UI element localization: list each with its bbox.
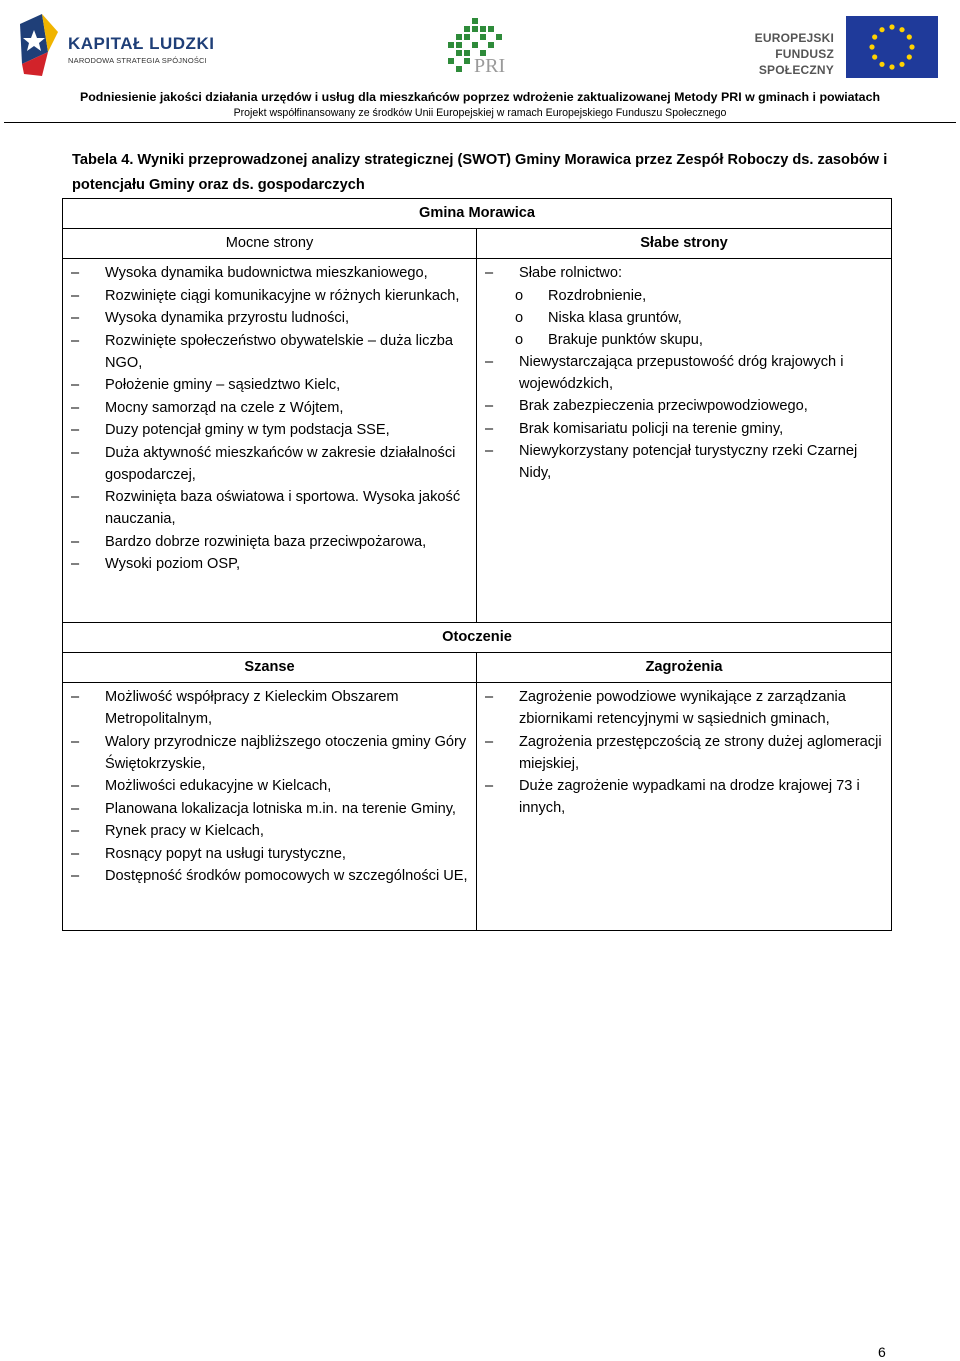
opportunities-cell — [63, 683, 477, 931]
list-item: – Rozwinięte społeczeństwo obywatelskie – duża liczba NGO, — [69, 330, 470, 374]
list-item: – Wysoka dynamika przyrostu ludności, — [69, 307, 470, 329]
list-item: o Rozdrobnienie, — [483, 285, 885, 307]
list-item: – Możliwości edukacyjne w Kielcach, — [69, 775, 470, 797]
list-item: o Niska klasa gruntów, — [483, 307, 885, 329]
weaknesses-list-continued — [483, 351, 885, 485]
pri-logo-text: PRI — [474, 55, 506, 76]
pri-logo — [444, 14, 518, 76]
project-title: Podniesienie jakości działania urzędów i usług dla mieszkańców poprzez wdrożenie zaktualizowanej Metody PRI w gminach i powiatach — [79, 90, 881, 104]
list-item: – Rosnący popyt na usługi turystyczne, — [69, 843, 470, 865]
list-item — [483, 262, 885, 284]
list-item: – Brak komisariatu policji na terenie gminy, — [483, 418, 885, 440]
list-item: – Zagrożenie powodziowe wynikające z zarządzania zbiornikami retencyjnymi w sąsiednich gminach, — [483, 686, 885, 730]
list-item: – Bardzo dobrze rozwinięta baza przeciwpożarowa, — [69, 531, 470, 553]
eu-star-icon — [899, 62, 904, 67]
weakness-sublist — [483, 285, 885, 351]
list-item: – Brak zabezpieczenia przeciwpowodziowego, — [483, 395, 885, 417]
environment-title: Otoczenie — [63, 623, 892, 653]
weaknesses-cell — [477, 259, 892, 623]
eu-star-icon — [872, 34, 877, 39]
opportunities-list — [69, 686, 470, 887]
efs-line2: FUNDUSZ SPOŁECZNY — [758, 47, 834, 77]
efs-logo-text — [706, 30, 834, 78]
eu-star-icon — [872, 54, 877, 59]
list-item: – Walory przyrodnicze najbliższego otoczenia gminy Góry Świętokrzyskie, — [69, 731, 470, 775]
list-item: – Niewykorzystany potencjał turystyczny rzeki Czarnej Nidy, — [483, 440, 885, 484]
header-divider — [4, 122, 956, 123]
weaknesses-header: Słabe strony — [477, 229, 892, 259]
list-item: – Położenie gminy – sąsiedztwo Kielc, — [69, 374, 470, 396]
eu-star-icon — [909, 44, 914, 49]
table-caption: Tabela 4. Wyniki przeprowadzonej analizy strategicznej (SWOT) Gminy Morawica przez Zespół Roboczy ds. zasobów i potencjału Gminy oraz ds. gospodarczych — [72, 152, 888, 193]
list-item: – Rozwinięta baza oświatowa i sportowa. Wysoka jakość nauczania, — [69, 486, 470, 530]
list-item: – Rozwinięte ciągi komunikacyjne w różnych kierunkach, — [69, 285, 470, 307]
strengths-header: Mocne strony — [63, 229, 477, 259]
threats-list — [483, 686, 885, 819]
list-item: – Rynek pracy w Kielcach, — [69, 820, 470, 842]
list-item: – Niewystarczająca przepustowość dróg krajowych i wojewódzkich, — [483, 351, 885, 395]
table-title: Gmina Morawica — [63, 199, 892, 229]
list-item: – Duża aktywność mieszkańców w zakresie działalności gospodarczej, — [69, 442, 470, 486]
strengths-list — [69, 262, 470, 575]
kapital-ludzki-emblem-icon — [12, 12, 62, 80]
eu-star-icon — [889, 24, 894, 29]
kapital-ludzki-logo — [12, 12, 232, 82]
kapital-ludzki-title: KAPITAŁ LUDZKI — [68, 34, 215, 53]
project-funding-note: Projekt współfinansowany ze środków Unii Europejskiej w ramach Europejskiego Funduszu Społecznego — [233, 107, 727, 119]
efs-logo — [706, 14, 938, 80]
eu-star-icon — [899, 27, 904, 32]
eu-star-icon — [889, 64, 894, 69]
pri-dots-icon — [444, 14, 518, 76]
eu-star-icon — [879, 27, 884, 32]
threats-header: Zagrożenia — [477, 653, 892, 683]
eu-star-icon — [907, 54, 912, 59]
swot-table — [62, 198, 892, 931]
list-item: – Możliwość współpracy z Kieleckim Obszarem Metropolitalnym, — [69, 686, 470, 730]
list-item: – Wysoka dynamika budownictwa mieszkaniowego, — [69, 262, 470, 284]
strengths-cell — [63, 259, 477, 623]
weaknesses-list — [483, 262, 885, 284]
list-item: o Brakuje punktów skupu, — [483, 329, 885, 351]
list-item: – Zagrożenia przestępczością ze strony dużej aglomeracji miejskiej, — [483, 731, 885, 775]
list-item: – Mocny samorząd na czele z Wójtem, — [69, 397, 470, 419]
list-item: – Duzy potencjał gminy w tym podstacja SSE, — [69, 419, 470, 441]
list-item: – Wysoki poziom OSP, — [69, 553, 470, 575]
weakness-agriculture: Słabe rolnictwo: — [519, 265, 623, 281]
opportunities-header: Szanse — [63, 653, 477, 683]
efs-line1: EUROPEJSKI — [754, 31, 834, 45]
eu-star-icon — [869, 44, 874, 49]
threats-cell — [477, 683, 892, 931]
page-number: 6 — [878, 1344, 886, 1360]
list-item: – Duże zagrożenie wypadkami na drodze krajowej 73 i innych, — [483, 775, 885, 819]
kapital-ludzki-subtitle: NARODOWA STRATEGIA SPÓJNOŚCI — [68, 56, 207, 65]
list-item: – Planowana lokalizacja lotniska m.in. na terenie Gminy, — [69, 798, 470, 820]
eu-star-icon — [879, 62, 884, 67]
eu-star-icon — [907, 34, 912, 39]
eu-flag-icon — [846, 16, 938, 78]
list-item: – Dostępność środków pomocowych w szczególności UE, — [69, 865, 470, 887]
